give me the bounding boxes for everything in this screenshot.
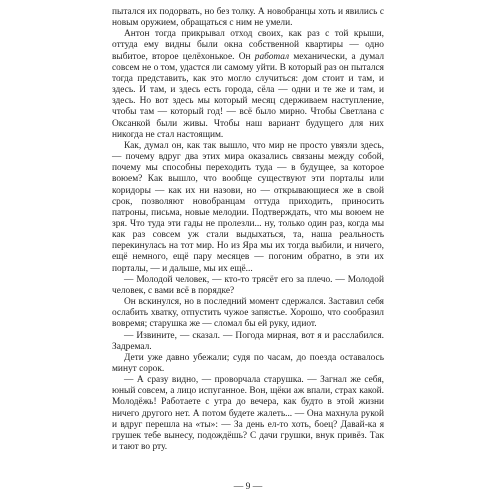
paragraph-5: Он вскинулся, но в последний момент сдержался. Заставил себя ослабить хватку, отпустить чужое запястье. Хорошо, что сообразил вовремя; старушка же — сломал бы ей руку, идиот. [112,297,384,330]
paragraph-3: Как, думал он, как так вышло, что мир не просто увязли здесь, — почему вдруг два этих мира оказались связаны между собой, почему мы способны переходить туда — в будущее, за которое воюем? Как вышло, что вообще существуют эти порталы или коридоры — как их ни назови, но — открывающиеся же в свой срок, позволяют новобранцам оттуда приходить, приносить патроны, письма, новые мелодии. Подтверждать, что мы воюем не зря. Что туда эти гады не пролезли... ну, только один раз, когда мы как раз совсем уж стали выдыхаться, та, наша реальность перекинулась на тот мир. Но из Яра мы их тогда выбили, и ничего, ещё немного, ещё пару месяцев — погоним обратно, в эти их порталы, — и дальше, мы их ещё... [112,140,384,274]
paragraph-2: Антон тогда прикрывал отход своих, как раз с той крыши, оттуда ему видны были окна собственной квартиры — одно выбитое, второе целёхонькое. Он работал механически, а думал совсем не о том, удастся ли самому уйти. В который раз он пытался тогда представить, как это могло случиться: дом стоит и там, и здесь. И там, и здесь есть города, сёла — одни и те же и там, и здесь. Но вот здесь мы который месяц сдерживаем наступление, чтобы там — который год! — всё было мирно. Чтобы Светлана с Оксанкой были живы. Чтобы наш вариант будущего для них никогда не стал настоящим. [112,29,385,140]
paragraph-7: Дети уже давно убежали; судя по часам, до поезда оставалось минут сорок. [112,352,384,374]
paragraph-8: — А сразу видно, — проворчала старушка. — Загнал же себя, юный совсем, а лицо испуганное. Вон, щёки аж впали, страх какой. Молодёжь! Работаете с утра до вечера, как будто в этой жизни ничего другого нет. А потом будете жалеть... — Она махнула рукой и вдруг перешла на «ты»: — За день ел-то хоть, боец? Давай-ка я грушек тебе вынесу, подождёшь? С дачи грушки, внук привёз. Так и тают во рту. [112,375,384,453]
emphasis-word: работал [254,51,290,62]
page-body [112,7,384,453]
paragraph-6: — Извините, — сказал. — Погода мирная, вот я и расслабился. Задремал. [112,330,384,352]
page-number: — 9 — [233,482,263,492]
paragraph-4: — Молодой человек, — кто-то трясёт его за плечо. — Молодой человек, с вами всё в порядке? [112,274,384,296]
paragraph-1: пытался их подорвать, но без толку. А новобранцы хоть и явились с новым оружием, обращаться с ним не умели. [112,7,384,29]
